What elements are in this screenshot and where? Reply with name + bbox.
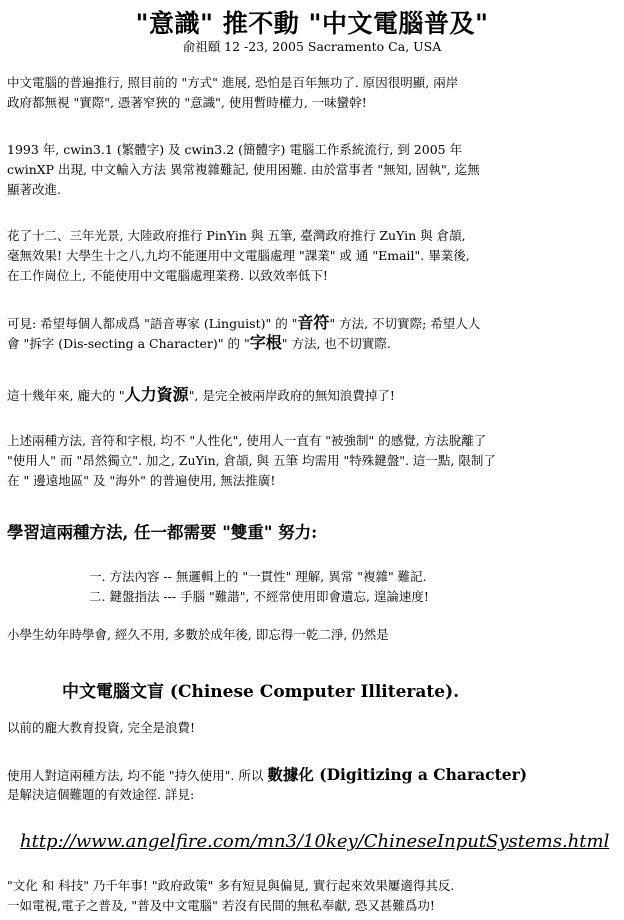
text-run: " 方法, 不切實際; 希望人人	[329, 316, 481, 331]
paragraph-line: 毫無效果! 大學生十之八,九均不能運用中文電腦處理 "課業" 或 通 "Email". 畢業後,	[7, 248, 470, 263]
paragraph-line: "文化 和 科技" 乃千年事! "政府政策" 多有短見與偏見, 實行起來效果屢適得其反.	[7, 878, 455, 893]
paragraph-line: "使用人" 而 "昂然獨立". 加之, ZuYin, 倉頡, 與 五筆 均需用 "特殊鍵盤". 這一點, 限制了	[7, 453, 496, 468]
paragraph-line: 顯著改進.	[7, 182, 61, 197]
paragraph-line: 一如電視,電子之普及, "普及中文電腦" 若沒有民間的無私奉獻, 恐又甚難爲功!	[7, 898, 435, 913]
paragraph-line: 在工作崗位上, 不能使用中文電腦處理業務. 以致效率低下!	[7, 268, 328, 283]
paragraph-2	[7, 140, 619, 200]
paragraph-line: 中文電腦的普遍推行, 照目前的 "方式" 進展, 恐怕是百年無功了. 原因很明顯, 兩岸	[7, 75, 459, 90]
reference-link[interactable]: http://www.angelfire.com/mn3/10key/ChineseInputSystems.html	[20, 831, 610, 852]
paragraph-line: 以前的龐大教育投資, 完全是浪費!	[7, 720, 195, 735]
document-title: "意識" 推不動 "中文電腦普及"	[135, 9, 489, 38]
paragraph-8	[7, 718, 619, 738]
list-item: 一. 方法內容 -- 無邏輯上的 "一貫性" 理解, 異常 "複雜" 難記.	[89, 569, 427, 584]
paragraph-line: 小學生幼年時學會, 經久不用, 多數於成年後, 即忘得一乾二淨, 仍然是	[7, 627, 389, 642]
author-date-line: 俞祖頤 12 -23, 2005 Sacramento Ca, USA	[182, 39, 442, 54]
paragraph-3	[7, 226, 619, 286]
paragraph-line	[7, 313, 619, 333]
paragraph-5	[7, 385, 619, 405]
paragraph-1	[7, 73, 619, 113]
paragraph-9	[7, 765, 619, 805]
illiterate-callout: 中文電腦文盲 (Chinese Computer Illiterate).	[62, 682, 460, 702]
section-heading: 學習這兩種方法, 任一都需要 "雙重" 努力:	[7, 523, 318, 542]
paragraph-4	[7, 313, 619, 353]
text-run: 這十幾年來, 龐大的 "	[7, 388, 125, 403]
text-run: 使用人對這兩種方法, 均不能 "持久使用". 所以	[7, 768, 268, 783]
emphasis-radical: 字根	[249, 333, 282, 352]
emphasis-human-resources: 人力資源	[124, 385, 189, 404]
paragraph-line: 上述兩種方法, 音符和字根, 均不 "人性化", 使用人一直有 "被強制" 的感覺, 方法脫離了	[7, 433, 487, 448]
paragraph-10	[7, 876, 619, 916]
paragraph-line	[7, 333, 619, 353]
emphasis-digitizing: 數據化 (Digitizing a Character)	[267, 765, 528, 784]
paragraph-line	[7, 765, 619, 785]
emphasis-phonetic: 音符	[297, 313, 330, 332]
paragraph-7	[7, 625, 619, 645]
text-run: ", 是完全被兩岸政府的無知浪費掉了!	[188, 388, 395, 403]
paragraph-line: 1993 年, cwin3.1 (繁體字) 及 cwin3.2 (簡體字) 電腦工作系統流行, 到 2005 年	[7, 142, 463, 157]
list-item: 二. 鍵盤指法 --- 手腦 "難諧", 不經常使用即會遺忘, 遑論速度!	[89, 589, 429, 604]
text-run: " 方法, 也不切實際.	[281, 336, 391, 351]
paragraph-line	[7, 385, 619, 405]
text-run: 會 "拆字 (Dis-secting a Character)" 的 "	[7, 336, 250, 351]
text-run: 可見: 希望每個人都成爲 "語音專家 (Linguist)" 的 "	[7, 316, 298, 331]
paragraph-line: cwinXP 出現, 中文輸入方法 異常複雜難記, 使用困難. 由於當事者 "無知, 固執", 迄無	[7, 162, 480, 177]
paragraph-line: 花了十二、三年光景, 大陸政府推行 PinYin 與 五筆, 臺灣政府推行 ZuYin 與 倉頡,	[7, 228, 466, 243]
paragraph-line: 政府都無視 "實際", 憑著窄狹的 "意識", 使用暫時權力, 一味蠻幹!	[7, 95, 367, 110]
paragraph-6	[7, 431, 619, 491]
paragraph-line: 是解決這個難題的有效途徑. 詳見:	[7, 787, 195, 802]
paragraph-line: 在 " 邊遠地區" 及 "海外" 的普遍使用, 無法推廣!	[7, 473, 276, 488]
